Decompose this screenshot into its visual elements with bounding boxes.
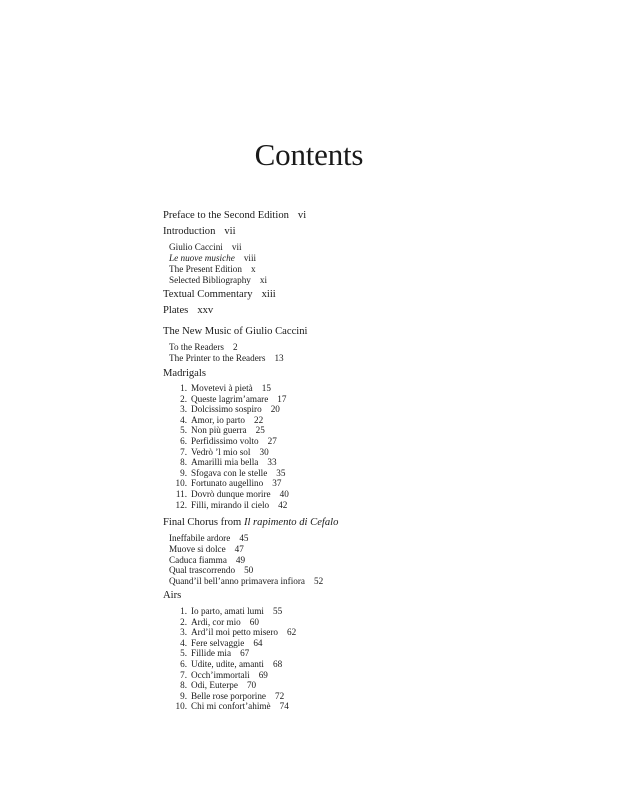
entry-number: 8.	[180, 680, 187, 691]
toc-subentry	[169, 576, 323, 586]
entry-number: 10.	[175, 478, 187, 489]
entry-number: 6.	[180, 659, 187, 669]
entry-label: Occh’immortali	[191, 669, 250, 680]
entry-label: To the Readers	[169, 342, 224, 352]
toc-numbered-entry	[169, 468, 285, 478]
entry-page: 33	[267, 457, 277, 468]
entry-label: Selected Bibliography	[169, 275, 251, 285]
entry-number: 7.	[180, 446, 187, 457]
toc-subentry	[169, 555, 245, 565]
entry-page: 74	[279, 701, 289, 712]
section-heading-madrigals: Madrigals	[163, 368, 206, 379]
heading-text: Final Chorus from	[163, 517, 244, 528]
toc-numbered-entry	[169, 670, 268, 680]
entry-page: vi	[297, 210, 307, 221]
entry-page: x	[250, 264, 256, 274]
entry-number: 7.	[180, 669, 187, 680]
entry-label: Textual Commentary	[163, 289, 253, 300]
entry-label: Vedrò ’l mio sol	[191, 446, 251, 457]
toc-numbered-entry	[169, 404, 280, 414]
entry-page: 13	[274, 353, 284, 363]
entry-label: Qual trascorrendo	[169, 565, 236, 576]
entry-label: Amarilli mia bella	[191, 457, 259, 468]
entry-page: 35	[276, 467, 286, 478]
toc-numbered-entry	[169, 691, 284, 701]
entry-page: 69	[258, 669, 268, 680]
entry-number: 8.	[180, 457, 187, 468]
entry-page: 70	[246, 680, 257, 691]
entry-number: 9.	[180, 467, 187, 478]
entry-page: vii	[231, 242, 242, 252]
entry-page: vii	[224, 226, 236, 237]
section-heading-final-chorus	[163, 517, 338, 528]
entry-label: Ardi, cor mio	[191, 616, 241, 627]
heading-italic-title: Il rapimento di Cefalo	[243, 517, 339, 528]
entry-label: Amor, io parto	[191, 414, 245, 425]
entry-number: 5.	[180, 425, 187, 436]
entry-label: The Printer to the Readers	[169, 353, 266, 363]
entry-page: 68	[272, 659, 283, 669]
entry-number: 9.	[180, 690, 187, 701]
entry-label: Non più guerra	[191, 425, 247, 436]
entry-page: xi	[259, 275, 268, 285]
entry-label: Chi mi confort’ahimè	[191, 701, 271, 712]
entry-number: 10.	[175, 701, 187, 712]
toc-subentry	[169, 533, 249, 543]
toc-subentry	[169, 275, 267, 285]
entry-number: 5.	[180, 648, 187, 659]
entry-page: 2	[232, 342, 238, 352]
entry-label: Dolcissimo sospiro	[191, 404, 262, 415]
toc-subentry	[169, 565, 253, 575]
toc-subentry	[169, 253, 256, 263]
toc-subentry	[169, 242, 242, 252]
entry-label: Fillide mia	[191, 648, 232, 659]
toc-numbered-entry	[169, 489, 289, 499]
page-title: Contents	[254, 137, 364, 172]
entry-label: Fere selvaggie	[191, 637, 245, 648]
entry-page: 22	[253, 414, 264, 425]
toc-numbered-entry	[169, 606, 282, 616]
toc-numbered-entry	[169, 659, 282, 669]
toc-subentry	[169, 544, 244, 554]
entry-label: Belle rose porporine	[191, 690, 267, 701]
toc-numbered-entry	[169, 638, 263, 648]
entry-label: Le nuove musiche	[169, 253, 235, 263]
entry-label: Quand’il bell’anno primavera infiora	[169, 576, 305, 587]
entry-page: 27	[267, 436, 277, 446]
entry-page: 15	[261, 383, 271, 393]
entry-label: Movetevi à pietà	[191, 383, 253, 393]
entry-page: 47	[234, 543, 244, 554]
toc-numbered-entry	[169, 425, 265, 435]
entry-number: 11.	[175, 489, 187, 499]
toc-numbered-entry	[169, 478, 281, 488]
entry-number: 3.	[180, 404, 187, 415]
entry-label: Dovrò dunque morire	[191, 489, 271, 499]
entry-number: 3.	[180, 627, 187, 638]
section-heading-airs: Airs	[163, 590, 182, 601]
toc-numbered-entry	[169, 500, 287, 510]
toc-numbered-entry	[169, 383, 271, 393]
entry-page: 67	[240, 648, 250, 659]
entry-number: 1.	[180, 606, 187, 616]
entry-page: 60	[249, 616, 259, 627]
toc-numbered-entry	[169, 617, 259, 627]
toc-numbered-entry	[169, 394, 286, 404]
entry-page: 20	[270, 404, 280, 415]
entry-page: 45	[239, 533, 249, 543]
entry-page: 49	[235, 554, 246, 565]
entry-label: Udite, udite, amanti	[191, 659, 264, 669]
entry-page: 62	[287, 627, 297, 638]
toc-entry-textual-commentary	[163, 289, 276, 300]
entry-page: 55	[272, 606, 283, 616]
entry-label: Perfidissimo volto	[191, 436, 259, 446]
entry-label: Fortunato augellino	[191, 478, 264, 489]
toc-subentry	[169, 353, 284, 363]
toc-entry-introduction	[163, 226, 236, 237]
entry-page: 72	[275, 690, 285, 701]
toc-entry-preface	[163, 210, 306, 221]
toc-numbered-entry	[169, 680, 256, 690]
entry-label: Ard’il moi petto misero	[191, 627, 279, 638]
entry-number: 4.	[180, 414, 187, 425]
toc-numbered-entry	[169, 648, 249, 658]
entry-number: 1.	[180, 383, 187, 393]
entry-number: 12.	[175, 499, 187, 510]
entry-label: Queste lagrim’amare	[191, 393, 269, 404]
entry-page: 37	[272, 478, 282, 489]
entry-label: Plates	[163, 305, 189, 316]
toc-numbered-entry	[169, 457, 277, 467]
entry-page: 40	[279, 489, 289, 499]
entry-page: 17	[277, 393, 287, 404]
entry-page: 50	[244, 565, 254, 576]
toc-numbered-entry	[169, 436, 277, 446]
entry-page: 30	[259, 446, 269, 457]
entry-page: 64	[253, 637, 263, 648]
section-heading-new-music: The New Music of Giulio Caccini	[163, 326, 308, 337]
entry-page: xxv	[197, 305, 214, 316]
entry-label: Io parto, amati lumi	[191, 606, 264, 616]
entry-label: Preface to the Second Edition	[163, 210, 289, 221]
entry-label: Odi, Euterpe	[191, 680, 238, 691]
toc-numbered-entry	[169, 415, 263, 425]
toc-numbered-entry	[169, 627, 296, 637]
entry-label: Muove si dolce	[169, 543, 226, 554]
entry-label: Sfogava con le stelle	[191, 467, 268, 478]
toc-subentry	[169, 342, 238, 352]
toc-entry-plates	[163, 305, 213, 316]
entry-page: 42	[278, 499, 288, 510]
entry-label: Filli, mirando il cielo	[191, 499, 270, 510]
entry-page: 25	[255, 425, 265, 436]
toc-subentry	[169, 264, 256, 274]
entry-number: 6.	[180, 436, 187, 446]
entry-number: 2.	[180, 393, 187, 404]
entry-label: Giulio Caccini	[169, 242, 223, 252]
entry-page: viii	[243, 253, 257, 263]
toc-numbered-entry	[169, 447, 269, 457]
entry-page: xiii	[261, 289, 276, 300]
entry-label: Caduca fiamma	[169, 554, 227, 565]
entry-label: Introduction	[163, 226, 216, 237]
entry-number: 2.	[180, 616, 187, 627]
entry-label: The Present Edition	[169, 264, 242, 274]
entry-number: 4.	[180, 637, 187, 648]
toc-numbered-entry	[169, 701, 289, 711]
entry-label: Ineffabile ardore	[169, 533, 231, 543]
entry-page: 52	[313, 576, 324, 587]
